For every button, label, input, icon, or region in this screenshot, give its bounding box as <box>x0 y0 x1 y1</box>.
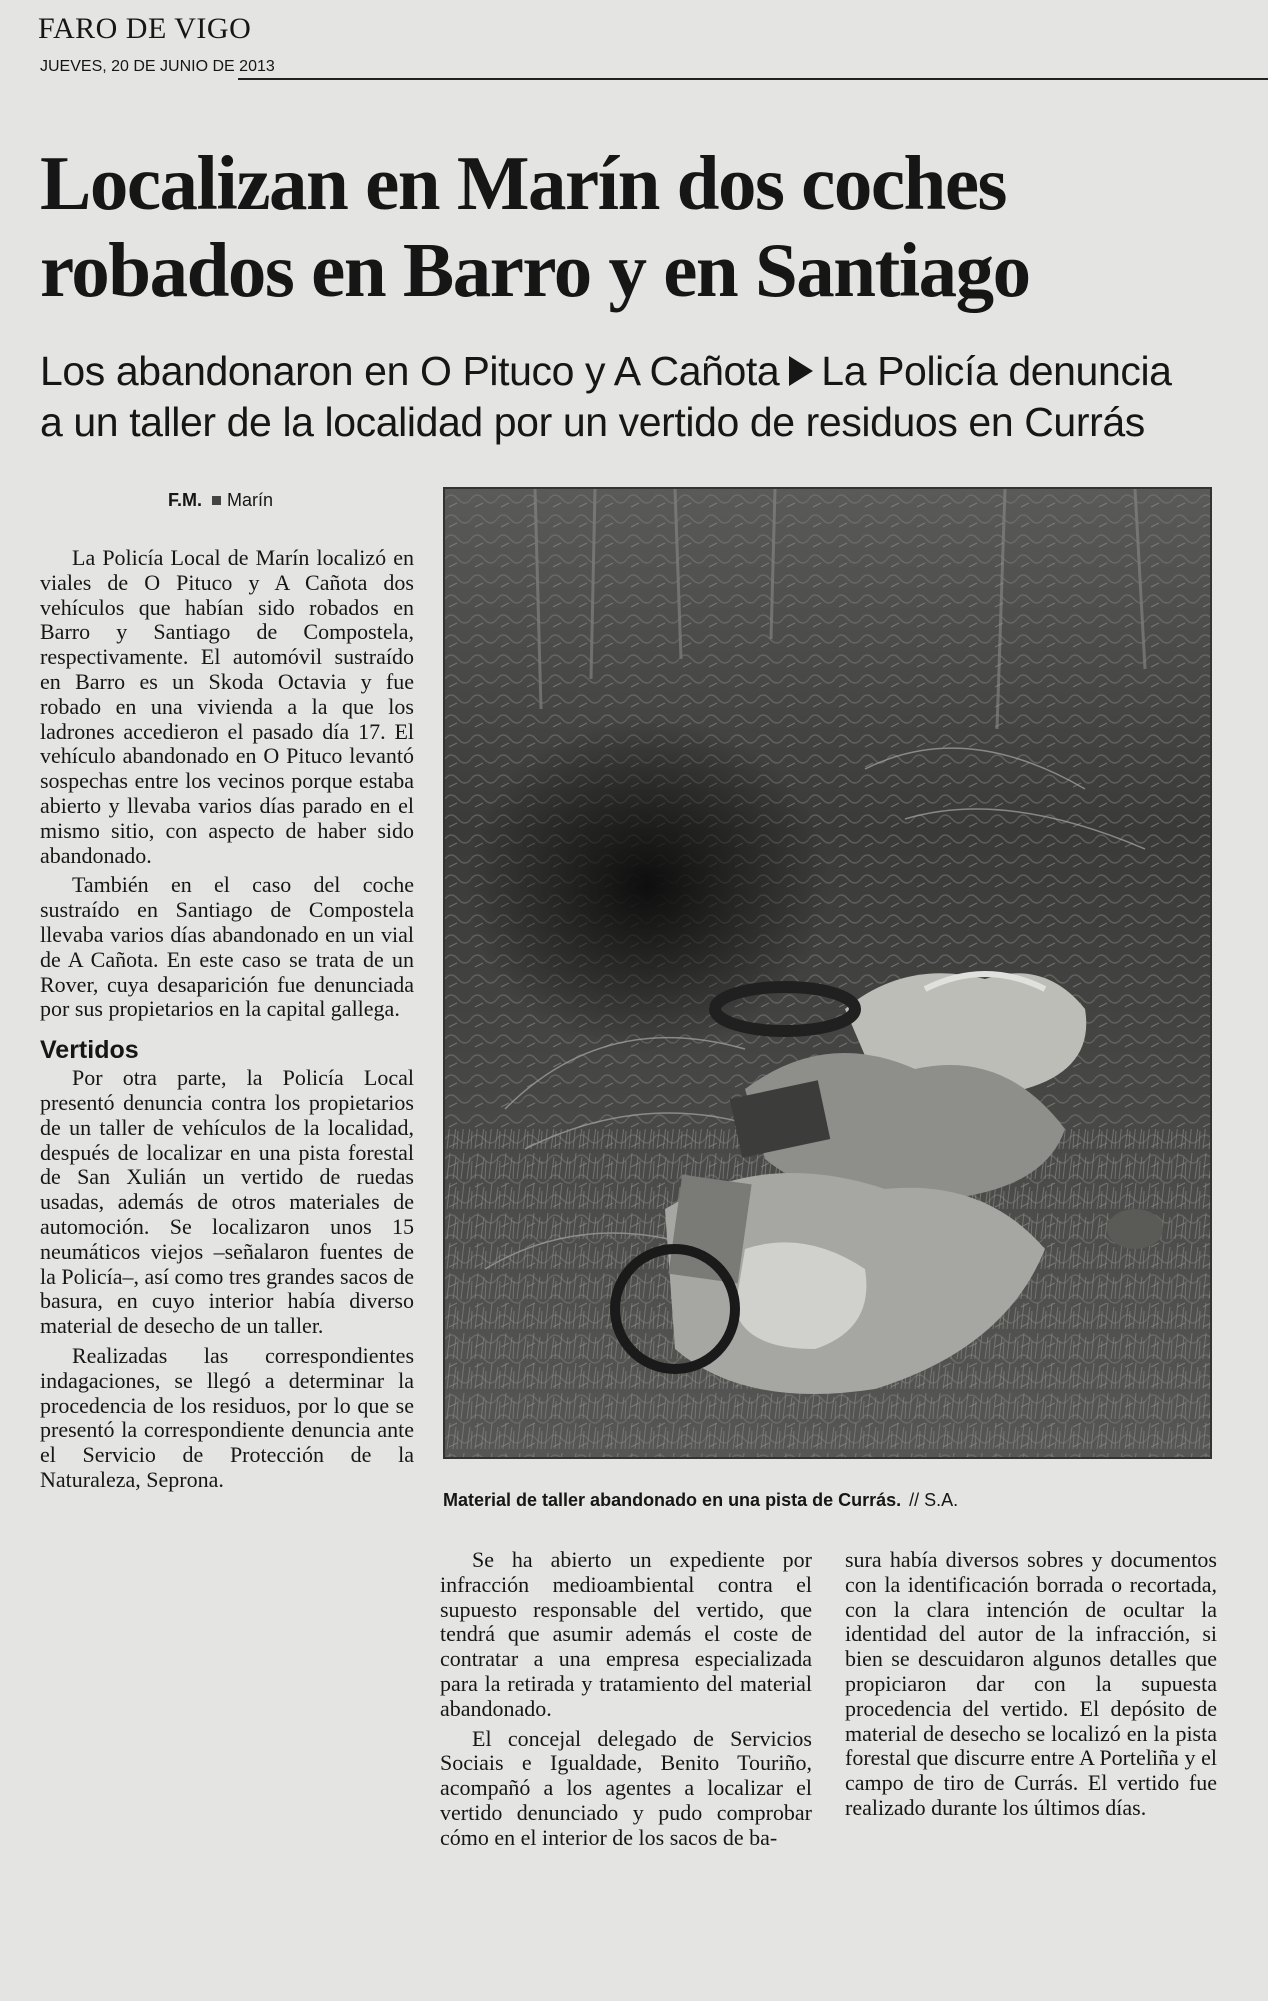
subhead-part-1: Los abandonaron en O Pituco y A Cañota <box>40 348 780 394</box>
section-subtitle: Vertidos <box>40 1036 139 1065</box>
square-bullet-icon <box>212 496 221 505</box>
headline-line-2: robados en Barro y en Santiago <box>40 227 1030 313</box>
masthead-rule <box>238 78 1268 80</box>
byline-author: F.M. <box>168 490 202 510</box>
paragraph: Realizadas las correspondientes indagaciones, se llegó a determinar la procedencia de los residuos, por lo que se presentó la correspondiente denuncia ante el Servicio de Protección de la Naturaleza, Seprona. <box>40 1342 414 1492</box>
subhead-line-2: a un taller de la localidad por un vertido de residuos en Currás <box>40 399 1145 445</box>
masthead <box>38 12 1260 80</box>
text-column-1 <box>40 546 414 1493</box>
issue-date: JUEVES, 20 DE JUNIO DE 2013 <box>40 58 275 75</box>
caption-text: Material de taller abandonado en una pista de Currás. <box>443 1490 902 1510</box>
paper-name: FARO DE VIGO <box>38 12 252 45</box>
paragraph: Por otra parte, la Policía Local presentó denuncia contra los propietarios de un taller de vehículos de la localidad, después de localizar en una pista forestal de San Xulián un vertido de ruedas usadas, además de otros materiales de automoción. Se localizaron unos 15 neumáticos viejos –señalaron fuentes de la Policía–, así como tres grandes sacos de basura, en cuyo interior había diverso material de desecho de un taller. <box>40 1065 414 1339</box>
forest-dump-photo <box>445 489 1210 1457</box>
subheadline <box>40 346 1220 448</box>
byline <box>168 490 273 511</box>
byline-location: Marín <box>227 490 274 510</box>
headline-line-1: Localizan en Marín dos coches <box>40 140 1006 226</box>
triangle-bullet-icon <box>789 356 813 386</box>
paragraph: sura había diversos sobres y documentos con la identificación borrada o recortada, con la clara intención de ocultar la identidad del autor de la infracción, si bien se descuidaron algunos detalles que propiciaron dar con la supuesta procedencia del vertido. El depósito de material de desecho se localizó en la pista forestal que discurre entre A Porteliña y el campo de tiro de Currás. El vertido fue realizado durante los últimos días. <box>845 1547 1217 1820</box>
text-column-2 <box>440 1548 812 1851</box>
subhead-part-2: La Policía denuncia <box>821 348 1172 394</box>
article-photo <box>443 487 1212 1459</box>
paragraph: También en el caso del coche sustraído en Santiago de Compostela llevaba varios días abandonado en un vial de A Cañota. En este caso se trata de un Rover, cuya desaparición fue denunciada por sus propietarios en la capital gallega. <box>40 872 414 1022</box>
photo-caption <box>443 1490 958 1511</box>
paragraph: La Policía Local de Marín localizó en viales de O Pituco y A Cañota dos vehículos que habían sido robados en Barro y Santiago de Compostela, respectivamente. El automóvil sustraído en Barro es un Skoda Octavia y fue robado en una vivienda a la que los ladrones accedieron el pasado día 17. El vehículo abandonado en O Pituco levantó sospechas entre los vecinos porque estaba abierto y llevaba varios días parado en el mismo sitio, con aspecto de haber sido abandonado. <box>40 545 414 868</box>
paragraph: Se ha abierto un expediente por infracción medioambiental contra el supuesto responsable del vertido, que tendrá que asumir además el coste de contratar a una empresa especializada para la retirada y tratamiento del material abandonado. <box>440 1547 812 1721</box>
text-column-3 <box>845 1548 1217 1821</box>
photo-credit: // S.A. <box>909 1490 959 1510</box>
paragraph: El concejal delegado de Servicios Sociais e Igualdade, Benito Touriño, acompañó a los agentes a localizar el vertido denunciado y pudo comprobar cómo en el interior de los sacos de ba- <box>440 1725 812 1850</box>
headline <box>40 140 1200 314</box>
